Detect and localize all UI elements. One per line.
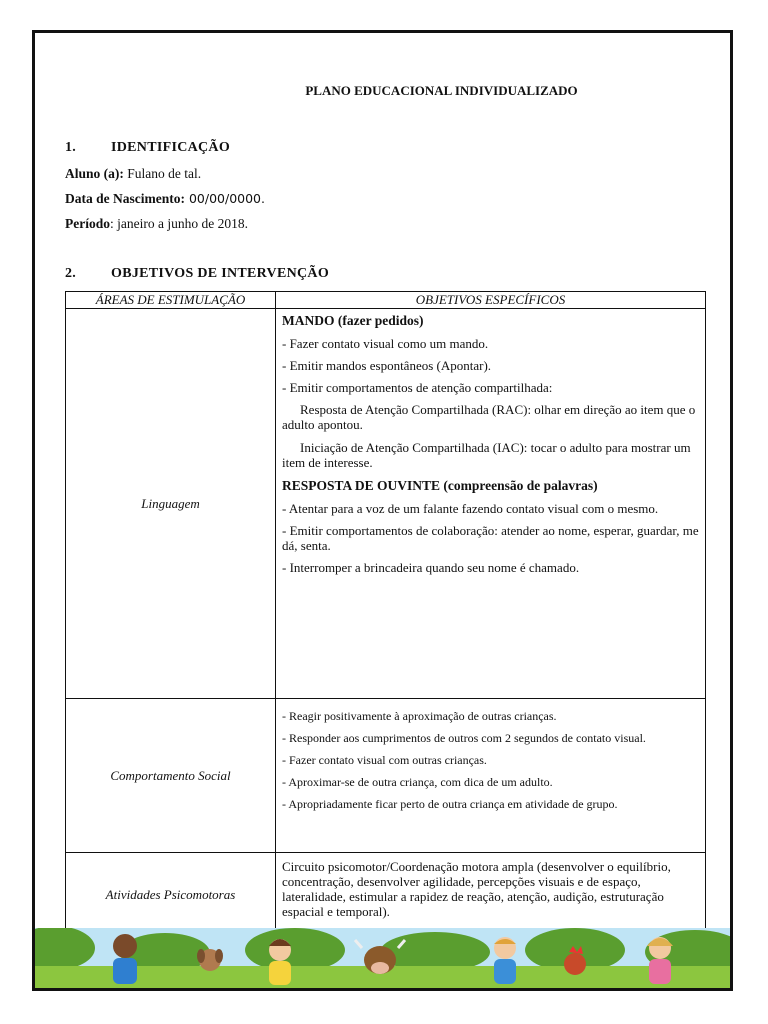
list-item: - Apropriadamente ficar perto de outra criança em atividade de grupo. — [282, 797, 618, 811]
period-value: : janeiro a junho de 2018. — [110, 216, 248, 231]
list-item: - Atentar para a voz de um falante fazendo contato visual com o mesmo. — [282, 501, 659, 516]
boy-figure-icon — [494, 937, 516, 984]
list-item: Resposta de Atenção Compartilhada (RAC): olhar em direção ao item que o adulto apontou. — [282, 402, 696, 432]
section-number: 1. — [65, 140, 77, 155]
objectives-cell — [276, 309, 706, 699]
section-title: OBJETIVOS DE INTERVENÇÃO — [111, 266, 330, 281]
list-item: MANDO (fazer pedidos) — [282, 313, 424, 328]
list-item: Iniciação de Atenção Compartilhada (IAC): tocar o adulto para mostrar um item de interesse. — [282, 440, 691, 470]
list-item: - Reagir positivamente à aproximação de outras crianças. — [282, 709, 557, 723]
student-label: Aluno (a): — [65, 166, 124, 181]
list-item: - Responder aos cumprimentos de outros com 2 segundos de contato visual. — [282, 731, 646, 745]
child-figure-icon — [113, 934, 137, 984]
header-areas: ÁREAS DE ESTIMULAÇÃO — [66, 292, 276, 309]
document-title: PLANO EDUCACIONAL INDIVIDUALIZADO — [305, 83, 578, 98]
birthdate-line — [65, 191, 265, 207]
list-item: - Emitir comportamentos de atenção compartilhada: — [282, 380, 553, 395]
area-cell: Comportamento Social — [66, 699, 276, 853]
period-label: Período — [65, 216, 110, 231]
section-objetivos — [65, 266, 329, 282]
girl-figure-icon — [269, 939, 291, 985]
area-cell: Linguagem — [66, 309, 276, 699]
list-item: - Interromper a brincadeira quando seu nome é chamado. — [282, 560, 580, 575]
student-value: Fulano de tal. — [123, 166, 202, 181]
footer-illustration — [35, 928, 730, 988]
section-title: IDENTIFICAÇÃO — [111, 140, 231, 155]
list-item: Circuito psicomotor/Coordenação motora ampla (desenvolver o equilíbrio, concentração, desenvolver agilidade, percepções visuais e de espaço, lateralidade, estimular a rapidez de reação, atenção, audição, estruturação espacial e temporal). — [282, 859, 671, 919]
student-line — [65, 166, 201, 182]
list-item: - Emitir comportamentos de colaboração: atender ao nome, esperar, guardar, me dá, senta. — [282, 523, 699, 553]
list-item: - Fazer contato visual com outras crianças. — [282, 753, 487, 767]
header-objetivos: OBJETIVOS ESPECÍFICOS — [276, 292, 706, 309]
list-item: - Fazer contato visual como um mando. — [282, 336, 489, 351]
section-identificacao — [65, 140, 230, 156]
list-item: - Emitir mandos espontâneos (Apontar). — [282, 358, 492, 373]
table-row — [66, 309, 706, 699]
birthdate-label: Data de Nascimento: — [65, 191, 185, 206]
list-item: RESPOSTA DE OUVINTE (compreensão de palavras) — [282, 478, 598, 493]
document-page — [32, 30, 733, 991]
objectives-table — [65, 291, 706, 953]
section-number: 2. — [65, 266, 77, 281]
list-item: - Aproximar-se de outra criança, com dica de um adulto. — [282, 775, 553, 789]
objectives-cell — [276, 699, 706, 853]
table-row — [66, 699, 706, 853]
birthdate-value: 00/00/0000. — [184, 191, 265, 206]
period-line — [65, 216, 248, 232]
table-header-row — [66, 292, 706, 309]
area-cell: Atividades Psicomotoras — [66, 853, 276, 953]
